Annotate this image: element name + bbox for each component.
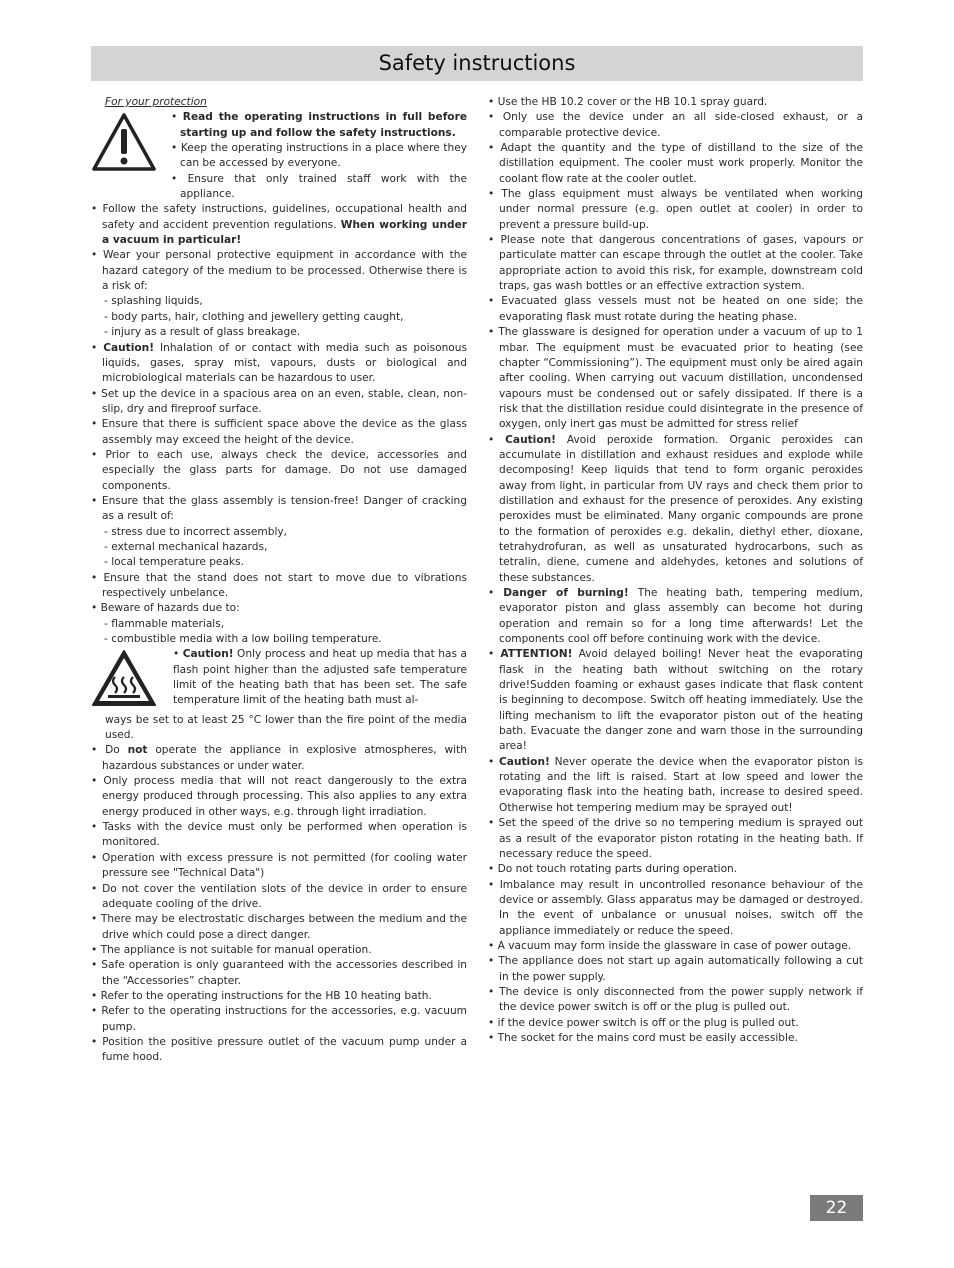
bullet-item: • The glassware is designed for operation under a vacuum of up to 1 mbar. The equipment must be evacuated prior to heating (see chapter “Commissioning”). The equipment must only be aired again after cooling. When carrying out vacuum distillation, uncondensed vapours must be condensed out or safely dissipated. If there is a risk that the distillation residue could disintegrate in the presence of oxygen, only inert gas must be admitted for stress relief [488,326,863,431]
bullet-item: • The appliance does not start up again automatically following a cut in the power supply. [488,955,863,983]
bullet-item: • Caution! Never operate the device when the evaporator piston is rotating and the lift is raised. Start at low speed and lower the evaporating flask into the heating bath, increase to desired speed. Otherwise hot tempering medium may be sprayed out! [488,755,863,814]
bullet-item: • Position the positive pressure outlet of the vacuum pump under a fume hood. [91,1035,467,1064]
protection-heading: For your protection [105,96,207,108]
item-text: if the device power switch is off or the plug is pulled out. [497,1016,799,1029]
item-text: Imbalance may result in uncontrolled resonance behaviour of the device or assembly. Glass apparatus may be damaged or destroyed. In the event of unbalance or unusual noises, switch off the appliance immediately or reduce the speed. [499,878,864,937]
item-text: Evacuated glass vessels must not be heated on one side; the evaporating flask must rotate during the heating phase. [499,295,864,323]
bullet-item: • if the device power switch is off or the plug is pulled out. [488,1016,799,1029]
left-column [91,95,467,1066]
sub-list-item: - body parts, hair, clothing and jewellery getting caught, [104,310,404,323]
bullet-item: • Danger of burning! The heating bath, tempering medium, evaporator piston and glass assembly can become hot during operation and remain so for a long time afterwards! Let the components cool off before continuing work with the device. [488,587,863,646]
caution-label: Caution! [182,648,234,661]
item-text: The appliance is not suitable for manual operation. [100,943,372,956]
bullet-item: • Wear your personal protective equipment in accordance with the hazard category of the medium to be processed. Otherwise there is a risk of: [91,249,467,293]
crack-list [91,525,467,571]
hot-surface-continued: ways be set to at least 25 °C lower than the fire point of the media used. [105,713,467,742]
hot-surface-block [91,647,467,712]
sub-list-item: - injury as a result of glass breakage. [104,326,301,339]
bullet-item: • ATTENTION! Avoid delayed boiling! Never heat the evaporating flask in the heating bath without switching on the rotary drive!Sudden foaming or exhaust gases indicate that flask content is beginning to decompose. Switch off heating immediately. Use the lifting mechanism to lift the evaporator piston out of the heating bath. Evacuate the danger zone and warn those in the surrounding area! [488,648,863,753]
item-text: Only use the device under an all side-closed exhaust, or a comparable protective device. [499,111,863,139]
item-text: Do [105,744,128,757]
bullet-item: • Do not operate the appliance in explosive atmospheres, with hazardous substances or under water. [91,744,467,772]
sub-list-item: - splashing liquids, [104,295,203,308]
item-text: There may be electrostatic discharges between the medium and the drive which could pose a direct danger. [100,913,467,941]
bullet-item: • Set up the device in a spacious area on an even, stable, clean, non-slip, dry and fireproof surface. [91,387,467,415]
bullet-item: • Caution! Avoid peroxide formation. Organic peroxides can accumulate in distillation and exhaust residues and explode while decomposing! Keep liquids that tend to form organic peroxides away from light, in particular from UV rays and check them prior to distillation and exhaust for the presence of peroxides. Any existing peroxides must be eliminated. Many organic compounds are prone to the formation of peroxides e.g. dekalin, diethyl ether, dioxane, tetrahydrofuran, as well as unsaturated hydrocarbons, such as tetralin, diene, cumene and aldehydes, ketones and solutions of these substances. [488,433,863,584]
sub-list-item: - combustible media with a low boiling temperature. [104,633,382,646]
item-emphasis: not [127,744,148,757]
warning-list [171,110,467,202]
item-emphasis: Caution! [103,341,155,354]
item-text: Refer to the operating instructions for the accessories, e.g. vacuum pump. [101,1005,468,1033]
caution-text: Only process and heat up media that has a flash point higher than the adjusted safe temperature limit of the heating bath that has been set. The safe temperature limit of the heating bath must al- [173,648,467,707]
item-text: Safe operation is only guaranteed with the accessories described in the “Accessories” chapter. [101,959,467,987]
risk-list [91,294,467,340]
item-text: Ensure that only trained staff work with the appliance. [180,172,467,201]
warning-block [91,110,467,202]
sub-list-item: - local temperature peaks. [104,556,244,569]
item-text: Follow the safety instructions, guidelines, occupational health and safety and accident prevention regulations. [102,203,468,231]
item-text: Do not touch rotating parts during operation. [497,863,738,876]
bullet-item: • A vacuum may form inside the glassware in case of power outage. [488,939,852,952]
item-emphasis: Read the operating instructions in full before starting up and follow the safety instructions. [180,111,467,139]
bullet-item: • Imbalance may result in uncontrolled resonance behaviour of the device or assembly. Glass apparatus may be damaged or destroyed. In the event of unbalance or unusual noises, switch off the appliance immediately or reduce the speed. [488,878,864,937]
bullet-item: • The device is only disconnected from the power supply network if the device power switch is off or the plug is pulled out. [488,985,864,1014]
page-number: 22 [810,1195,863,1221]
item-text: Please note that dangerous concentrations of gases, vapours or particulate matter can escape through the outlet at the cooler. Take appropriate action to avoid this risk, for example, downstream cold traps, gas wash bottles or an effective extraction system. [499,234,863,293]
bullet-item: • Tasks with the device must only be performed when operation is monitored. [91,821,467,849]
item-text: Position the positive pressure outlet of the vacuum pump under a fume hood. [102,1035,467,1064]
bullet-item: • The glass equipment must always be ventilated when working under normal pressure (e.g. open outlet at cooler) in order to prevent a pressure build-up. [488,188,863,231]
page-title: Safety instructions [378,51,576,75]
item-text: A vacuum may form inside the glassware in case of power outage. [497,939,852,952]
bullet-item: • Caution! Inhalation of or contact with media such as poisonous liquids, gases, spray mist, vapours, dusts or biological and microbiological materials can be hazardous to user. [91,341,467,385]
item-text: Only process media that will not react dangerously to the extra energy produced through processing. This also applies to any extra energy produced in other ways, e.g. through light irradiation. [102,775,467,818]
sub-list-item: - external mechanical hazards, [104,540,268,553]
item-text: Tasks with the device must only be performed when operation is monitored. [102,821,467,849]
item-text: The appliance does not start up again automatically following a cut in the power supply. [498,955,863,983]
item-text: Avoid peroxide formation. Organic peroxides can accumulate in distillation and exhaust residues and explode while decomposing! Keep liquids that tend to form organic peroxides away from light, in particular from UV rays and check them prior to distillation and exhaust for the presence of peroxides. Any existing peroxides must be eliminated. Many organic compounds are prone to the formation of peroxides e.g. dekalin, diethyl ether, dioxane, tetrahydrofuran, as well as unsaturated hydrocarbons, such as tetralin, diene, cumene and aldehydes, ketones and solutions of these substances. [499,433,863,584]
item-emphasis: When working under a vacuum in particular! [102,218,467,247]
item-text: Never operate the device when the evaporator piston is rotating and the lift is raised. Start at low speed and lower the evaporating flask into the heating bath, increase to desired speed. Otherwise hot tempering medium may be sprayed out! [499,755,863,814]
item-text: Keep the operating instructions in a place where they can be accessed by everyone. [180,142,467,170]
hot-surface-icon [91,647,173,712]
bullet-item: • Refer to the operating instructions for the HB 10 heating bath. [91,989,432,1002]
bullet-item: • Follow the safety instructions, guidelines, occupational health and safety and accident prevention regulations. When working under a vacuum in particular! [91,203,468,247]
bullet-item: • The socket for the mains cord must be easily accessible. [488,1031,798,1044]
bullet-item: • Ensure that the glass assembly is tension-free! Danger of cracking as a result of: [91,494,467,523]
item-text: Avoid delayed boiling! Never heat the evaporating flask in the heating bath without switching on the rotary drive!Sudden foaming or exhaust gases indicate that flask content is beginning to decompose. Switch off heating immediately. Use the lifting mechanism to lift the evaporator piston out of the heating bath. Evacuate the danger zone and warn those in the surrounding area! [499,648,863,753]
item-emphasis: Caution! [505,433,556,446]
bullet-item: • Evacuated glass vessels must not be heated on one side; the evaporating flask must rotate during the heating phase. [488,295,864,323]
item-text: The glassware is designed for operation under a vacuum of up to 1 mbar. The equipment must be evacuated prior to heating (see chapter “Commissioning”). The equipment must only be aired again after cooling. When carrying out vacuum distillation, uncondensed vapours must be condensed out or safely dissipated. If there is a risk that the distillation residue could disintegrate in the presence of oxygen, only inert gas must be admitted for stress relief [498,326,863,431]
sub-list-item: - flammable materials, [104,617,225,630]
item-text: Beware of hazards due to: [100,602,240,615]
item-emphasis: ATTENTION! [500,648,573,661]
warning-item: • Keep the operating instructions in a place where they can be accessed by everyone. [171,142,467,170]
item-emphasis: Danger of burning! [503,587,629,599]
bullet-item: • Safe operation is only guaranteed with the accessories described in the “Accessories” chapter. [91,959,467,987]
bullet-item: • Set the speed of the drive so no tempering medium is sprayed out as a result of the evaporator piston rotating in the heating bath. If necessary reduce the speed. [488,817,863,860]
item-text: The device is only disconnected from the power supply network if the device power switch is off or the plug is pulled out. [499,985,864,1014]
item-text: Inhalation of or contact with media such as poisonous liquids, gases, spray mist, vapours, dusts or biological and microbiological materials can be hazardous to user. [102,341,467,385]
item-text: Ensure that the stand does not start to move due to vibrations respectively unbelance. [102,571,467,599]
bullet-item: • Please note that dangerous concentrations of gases, vapours or particulate matter can escape through the outlet at the cooler. Take appropriate action to avoid this risk, for example, downstream cold traps, gas wash bottles or an effective extraction system. [488,234,863,293]
item-text: Prior to each use, always check the device, accessories and especially the glass parts for damage. Do not use damaged components. [102,448,467,492]
bullet-item: • Do not cover the ventilation slots of the device in order to ensure adequate cooling of the drive. [91,882,467,910]
hazard-list [91,617,467,648]
bullet-item: • Refer to the operating instructions for the accessories, e.g. vacuum pump. [91,1005,468,1033]
right-column [488,95,863,1046]
bullet-item: • Only use the device under an all side-closed exhaust, or a comparable protective device. [488,111,863,139]
bullet-item: • Prior to each use, always check the device, accessories and especially the glass parts for damage. Do not use damaged components. [91,448,467,492]
bullet-item: • Ensure that the stand does not start to move due to vibrations respectively unbelance. [91,571,467,599]
item-text: The glass equipment must always be ventilated when working under normal pressure (e.g. open outlet at cooler) in order to prevent a pressure build-up. [499,188,863,231]
item-text: Ensure that the glass assembly is tension-free! Danger of cracking as a result of: [101,494,467,523]
warning-item: • Read the operating instructions in full before starting up and follow the safety instructions. [171,111,467,139]
bullet-item: • Adapt the quantity and the type of distilland to the size of the distillation equipment. The cooler must work properly. Monitor the coolant flow rate at the cooler outlet. [488,142,863,185]
item-text: Ensure that there is sufficient space above the device as the glass assembly may exceed the height of the device. [101,418,467,446]
item-text: Wear your personal protective equipment in accordance with the hazard category of the medium to be processed. Otherwise there is a risk of: [102,249,467,293]
sub-list-item: - stress due to incorrect assembly, [104,525,288,538]
bullet-item: • The appliance is not suitable for manual operation. [91,943,372,956]
item-text: Refer to the operating instructions for the HB 10 heating bath. [100,989,432,1002]
bullet-item: • Do not touch rotating parts during operation. [488,863,738,876]
item-text: Set up the device in a spacious area on an even, stable, clean, non-slip, dry and fireproof surface. [101,387,467,415]
item-text: The heating bath, tempering medium, evaporator piston and glass assembly can become hot during operation and remain so for a long time afterwards! Let the components cool off before continuing work with the device. [499,587,863,646]
warning-triangle-icon [91,110,171,202]
bullet-item: • Only process media that will not react dangerously to the extra energy produced through processing. This also applies to any extra energy produced in other ways, e.g. through light irradiation. [91,775,467,818]
item-text: The socket for the mains cord must be easily accessible. [497,1031,798,1044]
item-text: Use the HB 10.2 cover or the HB 10.1 spray guard. [497,96,768,108]
bullet-item: • Operation with excess pressure is not permitted (for cooling water pressure see "Technical Data") [91,851,467,880]
warning-item: • Ensure that only trained staff work with the appliance. [171,172,467,201]
title-bar [91,46,863,81]
item-text: operate the appliance in explosive atmospheres, with hazardous substances or under water. [102,744,467,772]
item-text: Adapt the quantity and the type of distilland to the size of the distillation equipment. The cooler must work properly. Monitor the coolant flow rate at the cooler outlet. [499,142,863,185]
item-text: Set the speed of the drive so no tempering medium is sprayed out as a result of the evaporator piston rotating in the heating bath. If necessary reduce the speed. [498,817,863,860]
item-text: Operation with excess pressure is not permitted (for cooling water pressure see "Technical Data") [102,851,467,880]
bullet-item: • Ensure that there is sufficient space above the device as the glass assembly may exceed the height of the device. [91,418,467,446]
hot-surface-caution: • Caution! Only process and heat up media that has a flash point higher than the adjusted safe temperature limit of the heating bath that has been set. The safe temperature limit of the heating bath must al- [173,648,467,707]
item-text: Do not cover the ventilation slots of the device in order to ensure adequate cooling of the drive. [102,882,467,910]
item-emphasis: Caution! [499,755,550,768]
bullet-item: • Beware of hazards due to: [91,602,240,615]
bullet-item: • Use the HB 10.2 cover or the HB 10.1 spray guard. [488,96,768,108]
bullet-item: • There may be electrostatic discharges between the medium and the drive which could pose a direct danger. [91,913,467,941]
